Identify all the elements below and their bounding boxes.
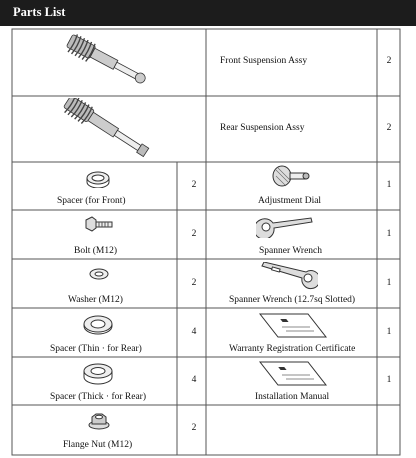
bolt-icon: [84, 216, 114, 234]
flange-nut-icon: [88, 411, 110, 431]
front-coilover-icon: [58, 32, 158, 92]
parts-list-title: Parts List: [13, 5, 66, 19]
spanner-wrench-icon: [256, 214, 318, 238]
warranty-certificate-qty: 1: [386, 327, 392, 337]
adjustment-dial-icon: [268, 164, 310, 194]
spanner-wrench-label: Spanner Wrench: [259, 246, 323, 256]
thin-spacer-qty: 4: [191, 327, 197, 337]
slotted-spanner-wrench-label: Spanner Wrench (12.7sq Slotted): [229, 295, 356, 305]
certificate-card-icon: [258, 311, 328, 341]
washer-label: Washer (M12): [68, 295, 123, 305]
rear-coilover-icon: [55, 98, 165, 160]
bolt-qty: 2: [191, 229, 197, 239]
manual-card-icon: [258, 359, 328, 389]
spacer-front-qty: 2: [191, 180, 197, 190]
adjustment-dial-qty: 1: [386, 180, 392, 190]
spanner-wrench-qty: 1: [386, 229, 392, 239]
adjustment-dial-label: Adjustment Dial: [258, 196, 322, 206]
thick-spacer-qty: 4: [191, 375, 197, 385]
thick-spacer-label: Spacer (Thick · for Rear): [50, 392, 147, 402]
thick-spacer-icon: [82, 362, 114, 386]
installation-manual-qty: 1: [386, 375, 392, 385]
slotted-spanner-wrench-qty: 1: [386, 278, 392, 288]
spacer-ring-icon: [85, 170, 111, 188]
rear-suspension-qty: 2: [386, 123, 392, 133]
spacer-front-label: Spacer (for Front): [57, 196, 126, 206]
front-suspension-label: Front Suspension Assy: [220, 56, 308, 66]
thin-spacer-label: Spacer (Thin · for Rear): [50, 344, 142, 354]
flange-nut-label: Flange Nut (M12): [63, 440, 133, 450]
front-suspension-qty: 2: [386, 56, 392, 66]
thin-spacer-icon: [82, 314, 114, 336]
rear-suspension-label: Rear Suspension Assy: [220, 123, 305, 133]
washer-icon: [88, 267, 110, 281]
bolt-label: Bolt (M12): [74, 246, 118, 256]
flange-nut-qty: 2: [191, 423, 197, 433]
installation-manual-label: Installation Manual: [255, 392, 330, 402]
washer-qty: 2: [191, 278, 197, 288]
slotted-spanner-wrench-icon: [258, 262, 318, 294]
warranty-certificate-label: Warranty Registration Certificate: [229, 344, 356, 354]
